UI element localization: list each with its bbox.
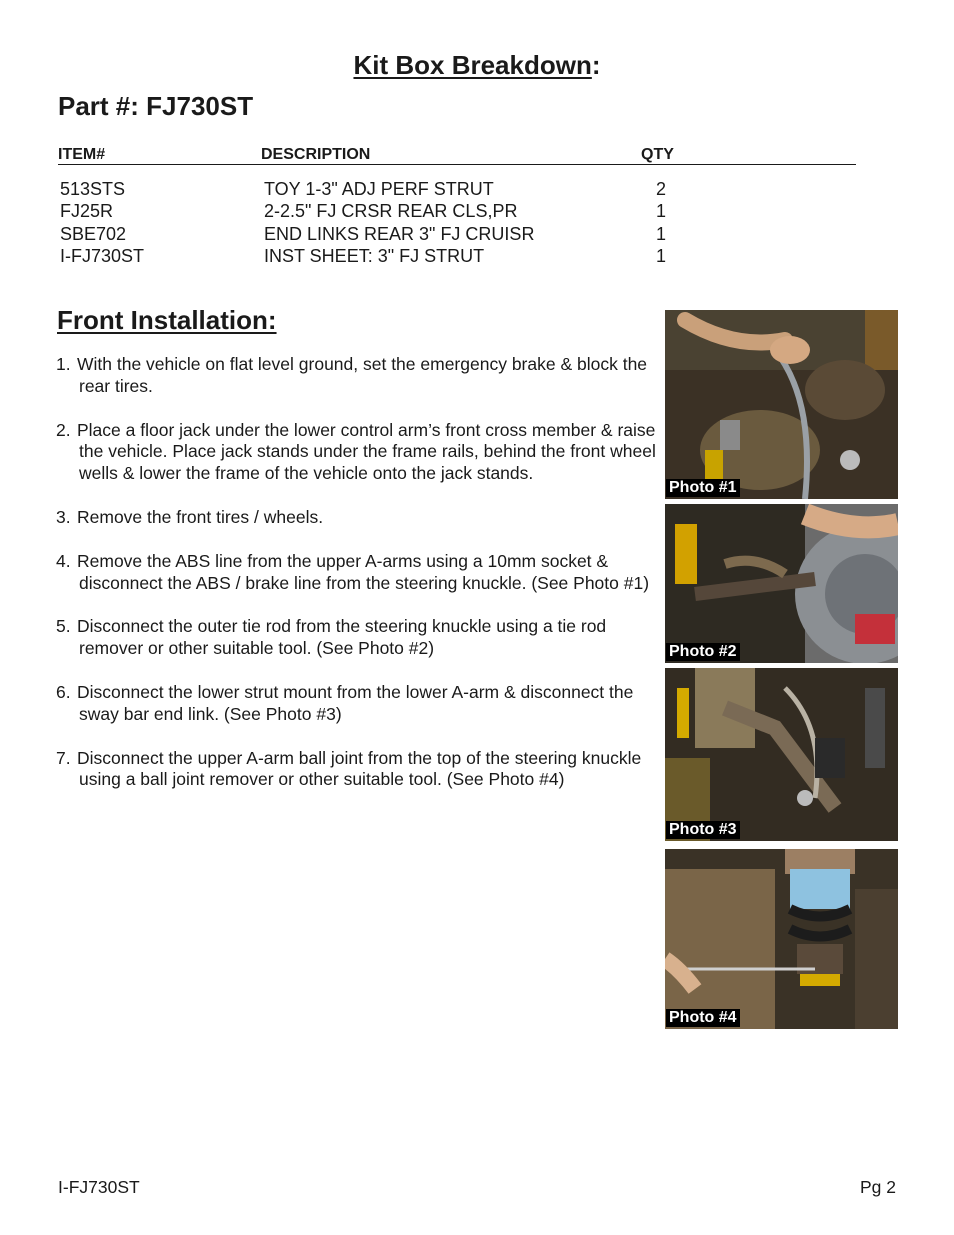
- step-text: Remove the ABS line from the upper A-arms using a 10mm socket & disconnect the ABS / brake line from the steering knuckle. (See Photo #1): [77, 550, 650, 593]
- step-text: With the vehicle on flat level ground, set the emergency brake & block the rear tires.: [77, 354, 648, 396]
- step-text: Place a floor jack under the lower control arm’s front cross member & raise the vehicle. Place jack stands under the frame rails, behind the front wheel wells & lower the frame of the vehicle onto the jack stands.: [77, 419, 656, 484]
- step-text: Disconnect the lower strut mount from the lower A-arm & disconnect the sway bar end link. (See Photo #3): [77, 681, 634, 724]
- photo-4: [665, 849, 898, 1029]
- footer-page-number: Pg 2: [860, 1177, 896, 1197]
- table-cell-qty: 2: [656, 179, 667, 199]
- photo-4-image: [665, 849, 898, 1029]
- table-cell-description: END LINKS REAR 3" FJ CRUISR: [264, 224, 535, 244]
- column-header-item: ITEM#: [58, 146, 106, 163]
- photo-label: Photo #2: [666, 643, 740, 661]
- step-6: [56, 682, 656, 726]
- table-cell-description: 2-2.5" FJ CRSR REAR CLS,PR: [264, 201, 518, 221]
- photo-label: Photo #1: [666, 479, 740, 497]
- footer-document-id: I-FJ730ST: [58, 1177, 140, 1197]
- front-installation-title: Front Installation:: [57, 305, 277, 335]
- step-3: [56, 507, 656, 529]
- table-cell-qty: 1: [656, 201, 667, 221]
- photo-3-image: [665, 668, 898, 841]
- step-5: [56, 616, 656, 660]
- table-cell-item: FJ25R: [60, 201, 114, 221]
- step-number: 7.: [56, 747, 71, 768]
- table-cell-qty: 1: [656, 246, 667, 266]
- installation-steps: [56, 354, 656, 813]
- photo-2: [665, 504, 898, 663]
- step-4: [56, 551, 656, 595]
- column-header-description: DESCRIPTION: [261, 146, 371, 163]
- step-number: 1.: [56, 354, 71, 374]
- kit-box-title-colon: :: [591, 50, 601, 80]
- step-number: 5.: [56, 616, 71, 637]
- kit-box-title-text: Kit Box Breakdown: [353, 50, 592, 80]
- part-number-title: Part #: FJ730ST: [58, 91, 254, 121]
- photo-2-image: [665, 504, 898, 663]
- photo-label: Photo #4: [666, 1009, 740, 1027]
- kit-box-title: [0, 50, 954, 81]
- step-2: [56, 420, 656, 485]
- table-cell-item: SBE702: [60, 224, 127, 244]
- table-cell-item: I-FJ730ST: [60, 246, 145, 266]
- table-cell-description: TOY 1-3" ADJ PERF STRUT: [264, 179, 494, 199]
- step-text: Remove the front tires / wheels.: [77, 506, 324, 527]
- photo-1: [665, 310, 898, 499]
- step-number: 3.: [56, 506, 71, 527]
- photo-1-image: [665, 310, 898, 499]
- step-text: Disconnect the outer tie rod from the steering knuckle using a tie rod remover or other suitable tool. (See Photo #2): [77, 616, 607, 659]
- table-cell-description: INST SHEET: 3" FJ STRUT: [264, 246, 485, 266]
- step-1: [56, 354, 656, 398]
- step-number: 6.: [56, 681, 71, 702]
- table-cell-qty: 1: [656, 224, 667, 244]
- step-text: Disconnect the upper A-arm ball joint from the top of the steering knuckle using a ball joint remover or other suitable tool. (See Photo #4): [77, 747, 642, 790]
- table-header-rule: [58, 164, 856, 165]
- step-number: 4.: [56, 550, 71, 571]
- column-header-qty: QTY: [641, 146, 674, 163]
- photo-label: Photo #3: [666, 821, 740, 839]
- step-7: [56, 748, 656, 792]
- photo-3: [665, 668, 898, 841]
- table-cell-item: 513STS: [60, 179, 126, 199]
- step-number: 2.: [56, 419, 71, 440]
